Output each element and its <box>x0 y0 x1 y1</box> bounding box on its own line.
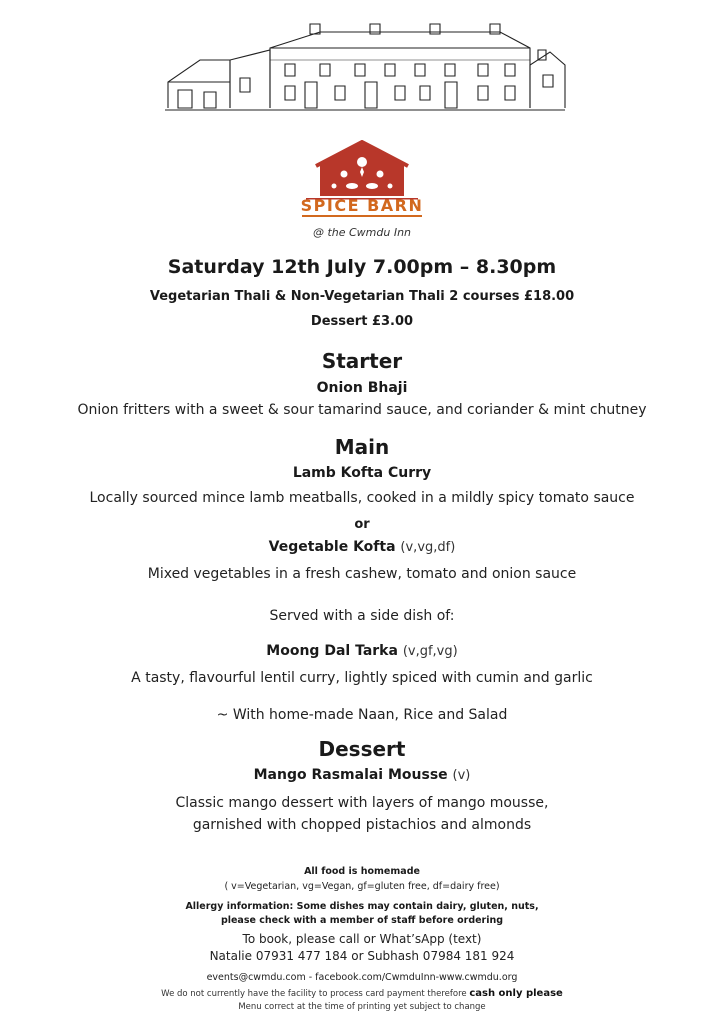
dessert-dish <box>0 767 724 783</box>
side-intro: Served with a side dish of: <box>269 608 455 624</box>
dessert-dish-tags: (v) <box>452 768 471 783</box>
booking-line: To book, please call or What’sApp (text) <box>242 932 482 946</box>
extras-line: ~ With home-made Naan, Rice and Salad <box>216 707 508 723</box>
cash-only: cash only please <box>469 988 563 999</box>
dessert-desc-1: Classic mango dessert with layers of mango mousse, <box>175 795 549 811</box>
cwmdu-inn-drawing <box>160 20 570 115</box>
dessert-heading: Dessert <box>318 737 406 761</box>
side-dish-tags: (v,gf,vg) <box>402 644 458 659</box>
homemade-note: All food is homemade <box>304 866 420 877</box>
disclaimer: Menu correct at the time of printing yet subject to change <box>238 1002 486 1012</box>
venue-name: @ the Cwmdu Inn <box>312 226 412 239</box>
main-dish-1: Lamb Kofta Curry <box>292 465 432 481</box>
starter-desc: Onion fritters with a sweet & sour tamarind sauce, and coriander & mint chutney <box>77 402 647 418</box>
side-dish-name: Moong Dal Tarka <box>266 643 398 659</box>
main-dish-2-tags: (v,vg,df) <box>400 540 456 555</box>
web-links[interactable]: events@cwmdu.com - facebook.com/CwmduInn-www.cwmdu.org <box>206 972 518 983</box>
side-dish <box>0 643 724 659</box>
dessert-desc-2: garnished with chopped pistachios and almonds <box>192 817 532 833</box>
dessert-price: Dessert £3.00 <box>310 314 414 329</box>
main-desc-1: Locally sourced mince lamb meatballs, cooked in a mildly spicy tomato sauce <box>89 490 635 506</box>
card-note: We do not currently have the facility to process card payment therefore <box>161 989 467 999</box>
main-desc-2: Mixed vegetables in a fresh cashew, tomato and onion sauce <box>147 566 577 582</box>
phone-numbers: Natalie 07931 477 184 or Subhash 07984 181 924 <box>209 949 515 963</box>
starter-heading: Starter <box>321 349 403 373</box>
payment-note <box>0 988 724 999</box>
allergy-line-1: Allergy information: Some dishes may contain dairy, gluten, nuts, <box>185 901 539 912</box>
brand-underline <box>302 215 422 217</box>
main-dish-2 <box>0 539 724 555</box>
or-separator: or <box>354 517 370 532</box>
price-line: Vegetarian Thali & Non-Vegetarian Thali 2 courses £18.00 <box>149 289 575 304</box>
dessert-dish-name: Mango Rasmalai Mousse <box>253 767 448 783</box>
brand-name: SPICE BARN <box>300 196 424 215</box>
main-heading: Main <box>334 435 390 459</box>
diet-key: ( v=Vegetarian, vg=Vegan, gf=gluten free, df=dairy free) <box>224 881 500 892</box>
main-dish-2-name: Vegetable Kofta <box>268 539 396 555</box>
starter-dish: Onion Bhaji <box>316 380 408 396</box>
event-date: Saturday 12th July 7.00pm – 8.30pm <box>167 256 557 278</box>
side-desc: A tasty, flavourful lentil curry, lightly spiced with cumin and garlic <box>131 670 593 686</box>
allergy-line-2: please check with a member of staff before ordering <box>220 915 504 926</box>
